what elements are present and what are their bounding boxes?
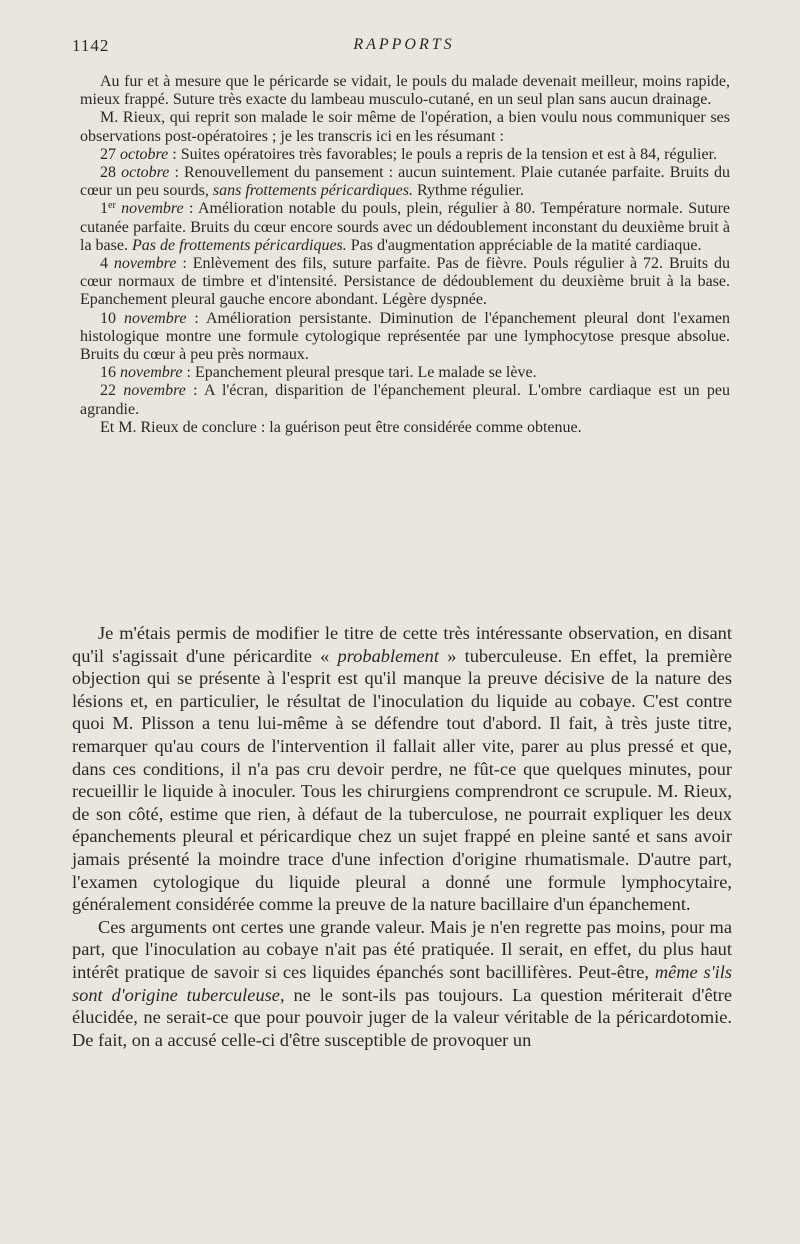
entry-month: novembre (121, 200, 184, 218)
entry-month: novembre (123, 309, 187, 327)
entry-text: Pas d'augmentation appréciable de la matité cardiaque. (346, 236, 702, 254)
entry-text: Rythme régulier. (413, 182, 524, 200)
observation-paragraph: M. Rieux, qui reprit son malade le soir même de l'opération, a bien voulu nous communiquer ses observations post-opératoires ; je les transcris ici en les résumant : (80, 109, 730, 145)
entry-day: 10 (100, 309, 116, 327)
commentary-paragraph (72, 622, 732, 916)
observation-conclusion: Et M. Rieux de conclure : la guérison peut être considérée comme obtenue. (100, 418, 582, 436)
page-header (72, 36, 736, 58)
entry-day: 1 (100, 200, 108, 218)
entry-month: octobre (120, 145, 169, 163)
commentary-text: , ne le sont-ils pas toujours. La question mériterait d'être élucidée, ne serait-ce que pour pouvoir juger de la valeur véritable de la péricardotomie. De fait, on a accusé celle-ci d'être susceptible de provoquer un (72, 984, 732, 1050)
diary-entry-4-novembre (80, 255, 730, 310)
observation-paragraph: Au fur et à mesure que le péricarde se vidait, le pouls du malade devenait meilleur, moins rapide, mieux frappé. Suture très exacte du lambeau musculo-cutané, en un seul plan sans aucun drainage. (80, 73, 730, 109)
diary-entry-1-novembre (80, 200, 730, 255)
diary-entry-28-octobre (80, 164, 730, 200)
commentary-text: » tuberculeuse. En effet, la première objection qui se présente à l'esprit est qu'il manque la preuve décisive de la nature des lésions et, en particulier, le résultat de l'inoculation du liquide au cobaye. C'est contre quoi M. Plisson a tenu lui-même à se défendre tout d'abord. Il fait, à très juste titre, remarquer qu'au cours de l'intervention il fallait aller vite, parer au plus pressé et que, dans ces conditions, il n'a pas cru devoir perdre, ne fût-ce que quelques minutes, pour recueillir le liquide à inoculer. Tous les chirurgiens comprendront ce scrupule. M. Rieux, de son côté, estime que rien, à défaut de la tuberculose, ne pourrait expliquer les deux épanchements pleural et péricardique chez un sujet frappé en pleine santé et sans avoir jamais présenté la moindre trace d'une infection d'origine rhumatismale. D'autre part, l'examen cytologique du liquide pleural a donné une formule lymphocytaire, généralement considérée comme la preuve de la nature bacillaire d'un épanchement. (72, 645, 733, 915)
entry-month: novembre (120, 364, 183, 382)
entry-day: 22 (100, 382, 116, 400)
commentary-section (72, 622, 732, 1051)
entry-day: 4 (100, 255, 108, 273)
commentary-text: Ces arguments ont certes une grande valeur. Mais je n'en regrette pas moins, pour ma part, que l'inoculation au cobaye n'ait pas été pratiquée. Il serait, en effet, du plus haut intérêt pratique de savoir si ces liquides épanchés sont bacillifères. Peut-être, (72, 916, 732, 982)
entry-text: : Enlèvement des fils, suture parfaite. Pas de fièvre. Pouls régulier à 72. Bruits du cœur normaux de timbre et d'intensité. Persistance de dédoublement du deuxième bruit à la base. Epanchement pleural gauche encore abondant. Légère dyspnée. (80, 255, 730, 309)
commentary-emphasis: probablement (337, 645, 439, 666)
running-title: RAPPORTS (353, 36, 455, 53)
entry-month: novembre (113, 255, 177, 273)
entry-text: : Amélioration notable du pouls, plein, régulier à 80. Température normale. Suture cutanée parfaite. Bruits du cœur encore sourds avec un dédoublement inconstant du deuxième bruit à la base. (80, 200, 731, 254)
entry-text: : A l'écran, disparition de l'épanchement pleural. L'ombre cardiaque est un peu agrandie. (80, 382, 731, 418)
entry-text: : Suites opératoires très favorables; le pouls a repris de la tension et est à 84, régulier. (168, 145, 718, 163)
entry-day-suffix: er (108, 200, 116, 212)
diary-entry-16-novembre (80, 364, 730, 382)
entry-text: : Epanchement pleural presque tari. Le malade se lève. (182, 364, 537, 382)
entry-day: 16 (100, 364, 116, 382)
commentary-paragraph (72, 916, 732, 1052)
diary-entry-22-novembre (80, 382, 730, 418)
diary-entry-27-octobre (80, 146, 730, 164)
commentary-text: Je m'étais permis de modifier le titre de cette très intéressante observation, en disant qu'il s'agissait d'une péricardite « (72, 623, 732, 666)
page-number: 1142 (72, 36, 110, 55)
entry-month: novembre (123, 382, 186, 400)
entry-month: octobre (121, 164, 170, 182)
entry-emphasis: Pas de frottements péricardiques. (131, 236, 347, 254)
diary-entry-10-novembre (80, 310, 730, 365)
observation-section (80, 73, 730, 437)
entry-day: 27 (100, 145, 116, 163)
commentary-emphasis: même s'ils sont d'origine tuberculeuse (72, 961, 732, 1005)
entry-text: : Amélioration persistante. Diminution de l'épanchement pleural dont l'examen histologique montre une formule cytologique représentée par une lymphocytose presque absolue. Bruits du cœur à peu près normaux. (80, 309, 730, 364)
entry-emphasis: sans frottements péricardiques. (212, 182, 414, 200)
entry-text: : Renouvellement du pansement : aucun suintement. Plaie cutanée parfaite. Bruits du cœur un peu sourds, (80, 164, 731, 200)
entry-day: 28 (100, 164, 116, 182)
